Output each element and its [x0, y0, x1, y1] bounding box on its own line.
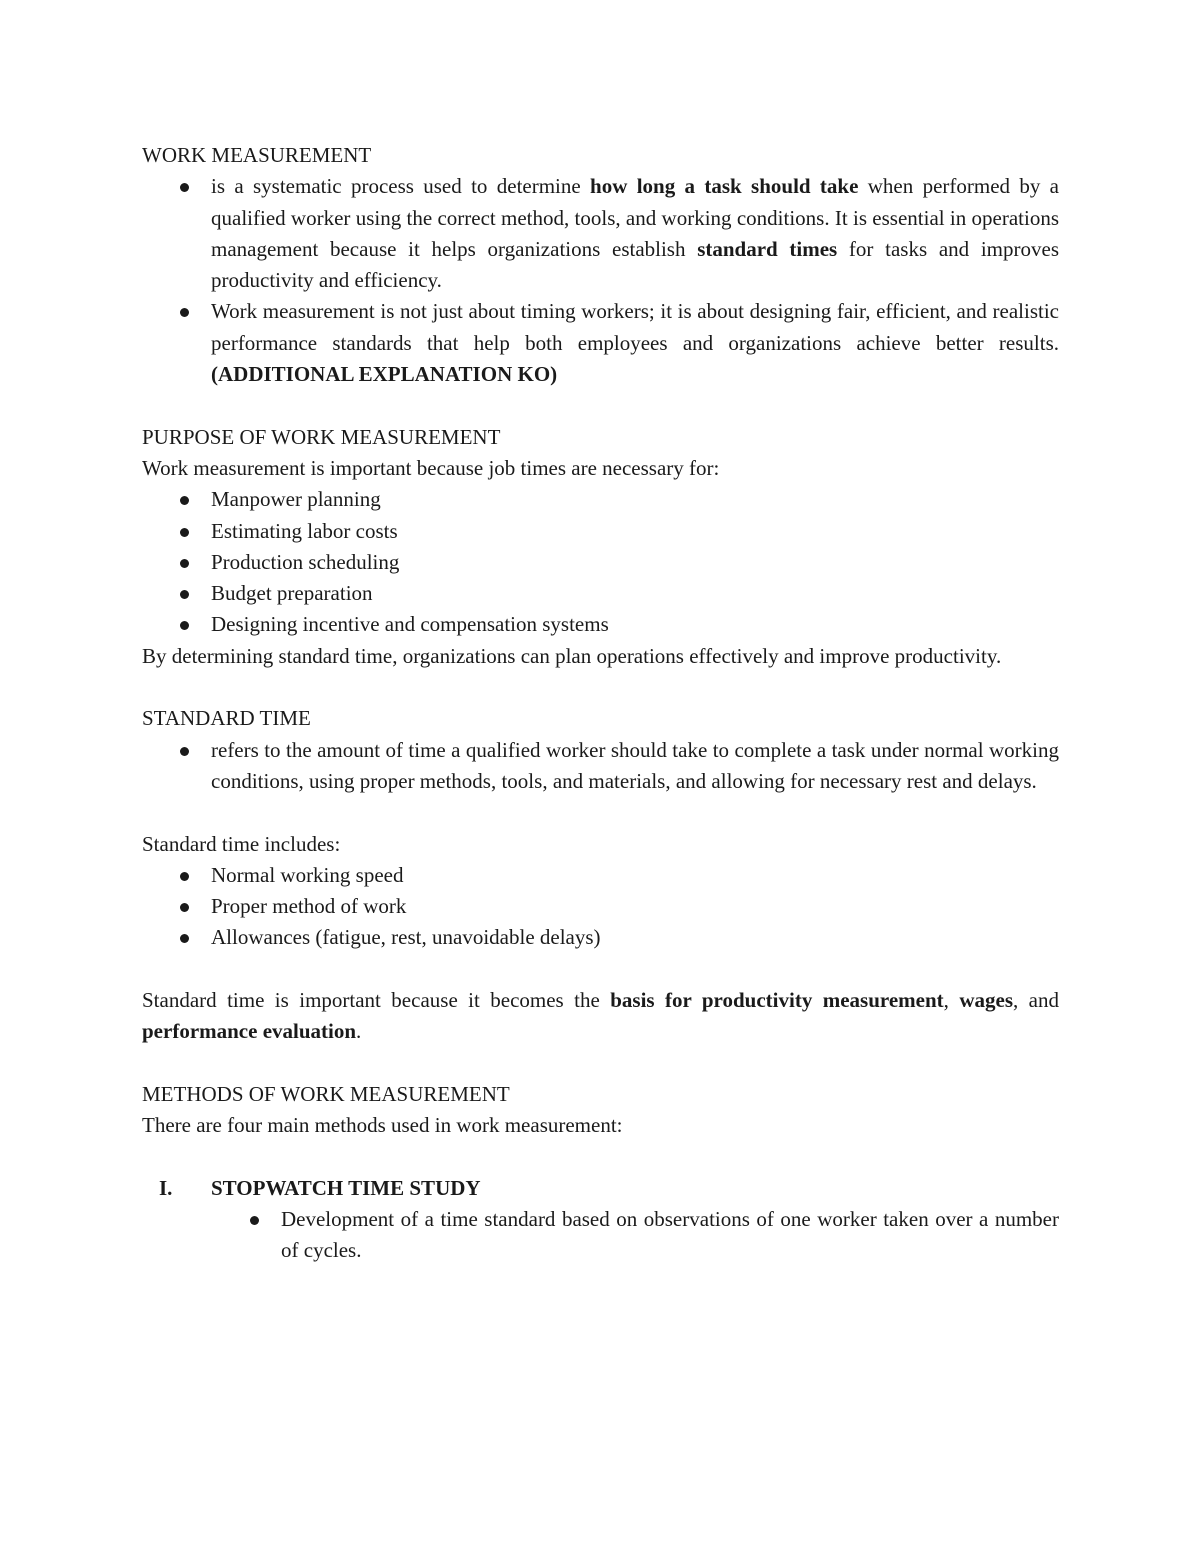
list-item: Normal working speed	[142, 860, 1059, 891]
section-heading-purpose: PURPOSE OF WORK MEASUREMENT	[142, 424, 501, 449]
list-item: Budget preparation	[142, 578, 1059, 609]
text-run: .	[356, 1019, 362, 1044]
text-run: is a systematic process used to determine	[211, 174, 591, 199]
text-run: Standard time is important because it becomes the	[142, 988, 611, 1013]
text-run: Work measurement is not just about timing workers; it is about designing fair, efficient, and realistic performance standards that help both employees and organizations achieve better results.	[211, 299, 1059, 355]
bold-run: standard times	[697, 236, 838, 261]
text-run: ,	[943, 988, 960, 1013]
section-heading-standard-time: STANDARD TIME	[142, 706, 311, 731]
method-title: STOPWATCH TIME STUDY	[211, 1175, 481, 1200]
explanation-bullet	[142, 296, 1059, 390]
list-item: Proper method of work	[142, 891, 1059, 922]
list-item: Designing incentive and compensation systems	[142, 609, 1059, 640]
method-detail-list	[142, 1204, 1059, 1267]
document-page	[142, 140, 1059, 1267]
bold-run: (ADDITIONAL EXPLANATION KO)	[211, 362, 558, 387]
definition-list	[142, 171, 1059, 390]
section-heading-methods: METHODS OF WORK MEASUREMENT	[142, 1081, 510, 1106]
purpose-closing: By determining standard time, organizations can plan operations effectively and improve productivity.	[142, 643, 1002, 668]
bold-run: wages	[959, 988, 1013, 1013]
includes-intro: Standard time includes:	[142, 831, 341, 856]
list-item: Development of a time standard based on observations of one worker taken over a number of cycles.	[142, 1204, 1059, 1267]
list-item: Production scheduling	[142, 547, 1059, 578]
text-run: , and	[1013, 988, 1059, 1013]
list-item: Estimating labor costs	[142, 516, 1059, 547]
bold-run: basis for productivity measurement	[610, 988, 944, 1013]
section-heading-work-measurement: WORK MEASUREMENT	[142, 143, 372, 167]
method-heading	[142, 1173, 1059, 1204]
bold-run: how long a task should take	[590, 174, 859, 199]
text-run: for tasks and improves productivity and efficiency.	[211, 236, 1059, 293]
methods-intro: There are four main methods used in work measurement:	[142, 1113, 623, 1138]
standard-time-definition-list	[142, 735, 1059, 798]
purpose-list	[142, 484, 1059, 640]
includes-list	[142, 860, 1059, 954]
definition-bullet: refers to the amount of time a qualified worker should take to complete a task under normal working conditions, using proper methods, tools, and materials, and allowing for necessary rest and delays.	[142, 735, 1059, 798]
roman-numeral: I.	[159, 1175, 173, 1200]
bold-run: performance evaluation	[142, 1019, 357, 1044]
text-run: when performed by a qualified worker using the correct method, tools, and working conditions. It is essential in operations management because it helps organizations establish	[211, 174, 1059, 261]
list-item: Manpower planning	[142, 484, 1059, 515]
list-item: Allowances (fatigue, rest, unavoidable delays)	[142, 922, 1059, 953]
purpose-intro: Work measurement is important because job times are necessary for:	[142, 455, 720, 480]
definition-bullet	[142, 171, 1059, 296]
importance-paragraph	[142, 985, 1059, 1048]
